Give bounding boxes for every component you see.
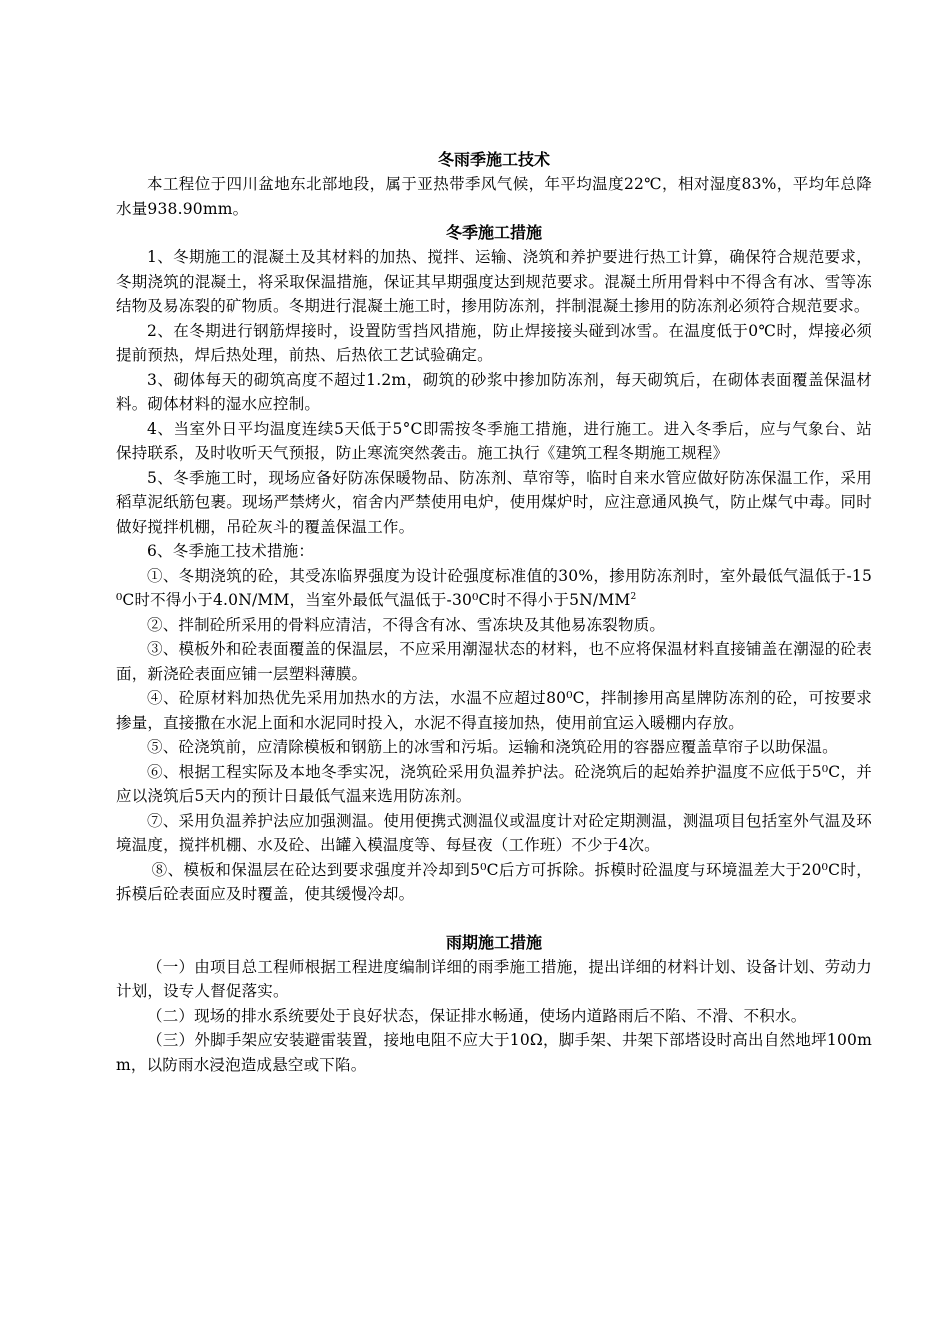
- winter-item-5: 5、冬季施工时，现场应备好防冻保暖物品、防冻剂、草帘等，临时自来水管应做好防冻保温工作，采用稻草泥纸筋包裹。现场严禁烤火，宿舍内严禁使用电炉，使用煤炉时，应注意通风换气，防止煤气中毒。同时做好搅拌机棚，吊砼灰斗的覆盖保温工作。: [116, 468, 872, 536]
- superscript-2: 2: [630, 591, 637, 602]
- winter-sub-item-7: ⑦、采用负温养护法应加强测温。使用便携式测温仪或温度计对砼定期测温，测温项目包括室外气温及环境温度，搅拌机棚、水及砼、出罐入模温度等、每昼夜（工作班）不少于4次。: [116, 811, 872, 854]
- winter-sub-item-6: ⑥、根据工程实际及本地冬季实况，浇筑砼采用负温养护法。砼浇筑后的起始养护温度不应低于5⁰C，并应以浇筑后5天内的预计日最低气温来选用防冻剂。: [116, 762, 872, 805]
- winter-sub-item-5: ⑤、砼浇筑前，应清除模板和钢筋上的冰雪和污垢。运输和浇筑砼用的容器应覆盖草帘子以助保温。: [147, 738, 838, 756]
- winter-sub-item-1-text: ①、冬期浇筑的砼，其受冻临界强度为设计砼强度标准值的30%，掺用防冻剂时，室外最低气温低于-15⁰C时不得小于4.0N/MM，当室外最低气温低于-30⁰C时不得小于5N/MM: [116, 566, 872, 609]
- rain-item-2: （二）现场的排水系统要处于良好状态，保证排水畅通，使场内道路雨后不陷、不滑、不积水。: [147, 1006, 807, 1025]
- winter-sub-item-3: ③、模板外和砼表面覆盖的保温层，不应采用潮湿状态的材料，也不应将保温材料直接铺盖在潮湿的砼表面，新浇砼表面应铺一层塑料薄膜。: [116, 640, 872, 683]
- winter-item-4: 4、当室外日平均温度连续5天低于5°C即需按冬季施工措施，进行施工。进入冬季后，应与气象台、站保持联系，及时收听天气预报，防止寒流突然袭击。施工执行《建筑工程冬期施工规程》: [116, 419, 872, 462]
- rain-item-1: （一）由项目总工程师根据工程进度编制详细的雨季施工措施，提出详细的材料计划、设备计划、劳动力计划，设专人督促落实。: [116, 957, 872, 1000]
- winter-item-6: 6、冬季施工技术措施：: [147, 542, 315, 560]
- winter-item-2: 2、在冬期进行钢筋焊接时，设置防雪挡风措施，防止焊接接头碰到冰雪。在温度低于0℃时，焊接必须提前预热，焊后热处理，前热、后热依工艺试验确定。: [116, 321, 872, 364]
- winter-sub-item-8: ⑧、模板和保温层在砼达到要求强度并冷却到5⁰C后方可拆除。拆模时砼温度与环境温差大于20⁰C时，拆模后砼表面应及时覆盖，使其缓慢冷却。: [116, 860, 872, 903]
- winter-item-1: 1、冬期施工的混凝土及其材料的加热、搅拌、运输、浇筑和养护要进行热工计算，确保符合规范要求，冬期浇筑的混凝土，将采取保温措施，保证其早期强度达到规范要求。混凝土所用骨料中不得含有冰、雪等冻结物及易冻裂的矿物质。冬期进行混凝土施工时，掺用防冻剂，拌制混凝土掺用的防冻剂必须符合规范要求。: [116, 248, 872, 315]
- winter-sub-item-1: [116, 564, 872, 613]
- winter-sub-item-2: ②、拌制砼所采用的骨料应清洁，不得含有冰、雪冻块及其他易冻裂物质。: [147, 615, 666, 634]
- intro-paragraph: 本工程位于四川盆地东北部地段，属于亚热带季风气候，年平均温度22℃，相对湿度83%，平均年总降水量938.90mm。: [116, 175, 872, 218]
- rain-item-3: （三）外脚手架应安装避雷装置，接地电阻不应大于10Ω，脚手架、井架下部塔设时高出自然地坪100mm，以防雨水浸泡造成悬空或下陷。: [116, 1031, 872, 1074]
- rain-heading: 雨期施工措施: [445, 932, 542, 952]
- winter-item-3: 3、砌体每天的砌筑高度不超过1.2m，砌筑的砂浆中掺加防冻剂，每天砌筑后，在砌体表面覆盖保温材料。砌体材料的湿水应控制。: [116, 370, 872, 413]
- winter-sub-item-4: ④、砼原材料加热优先采用加热水的方法，水温不应超过80⁰C，拌制掺用高星牌防冻剂的砼，可按要求掺量，直接撒在水泥上面和水泥同时投入，水泥不得直接加热，使用前宜运入暖棚内存放。: [116, 689, 872, 732]
- document-title: 冬雨季施工技术: [437, 150, 550, 169]
- document-page: [116, 148, 872, 1077]
- section-gap: [116, 907, 872, 931]
- winter-heading: 冬季施工措施: [445, 223, 542, 242]
